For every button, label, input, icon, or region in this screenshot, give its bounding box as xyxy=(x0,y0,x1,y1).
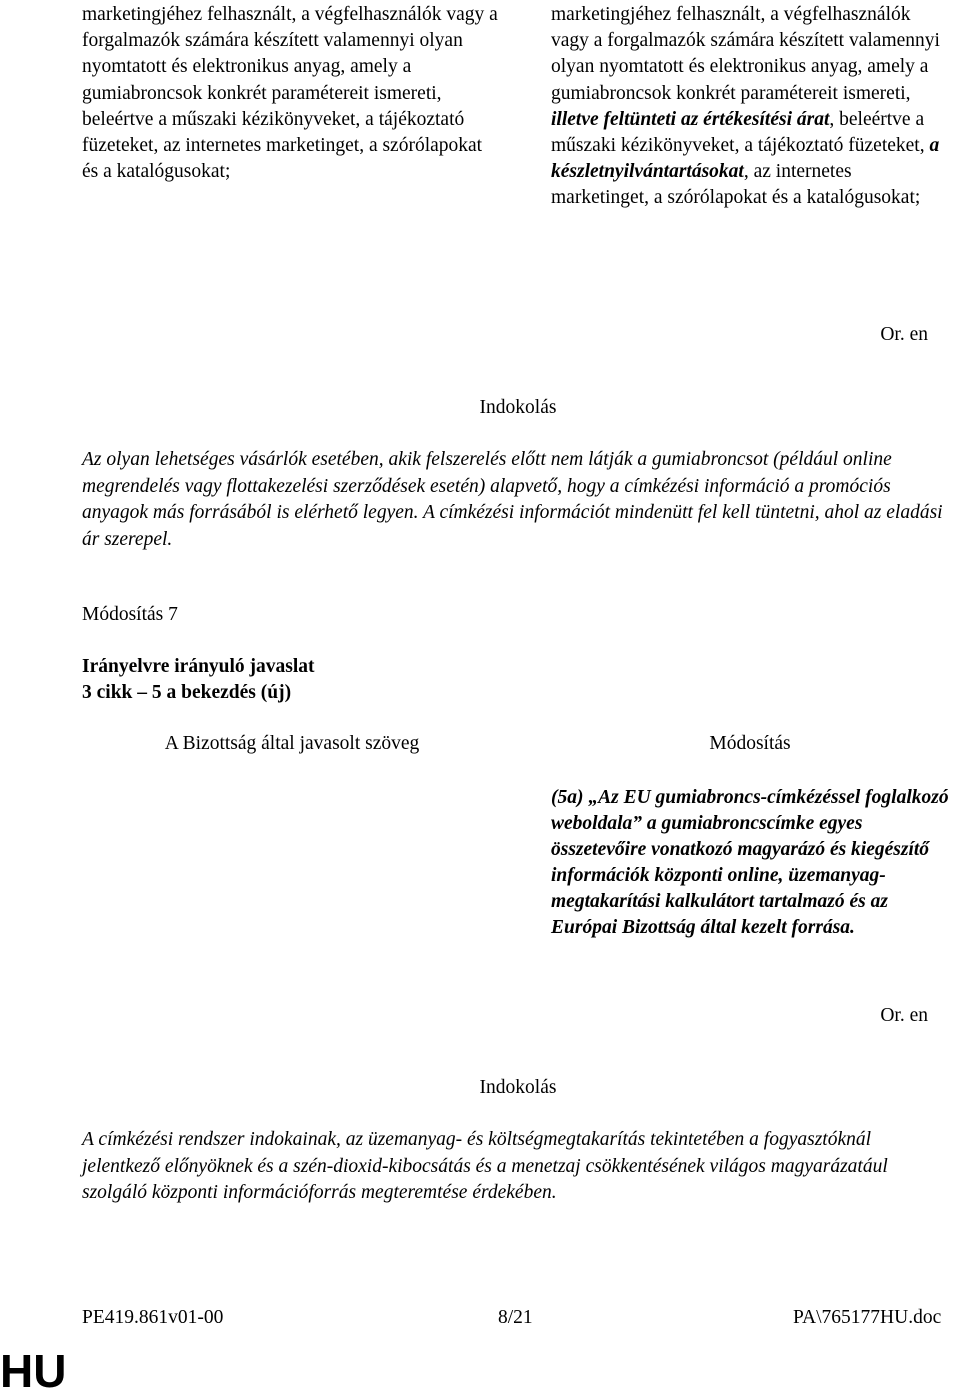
amendment-inserted-text: illetve feltünteti az értékesítési árat xyxy=(551,108,830,130)
amendment-text-part: , beleértve a műszaki kézikönyveket, a tájékoztató füzeteket, xyxy=(551,108,930,157)
footer-file-name: PA\765177HU.doc xyxy=(793,1307,942,1328)
article-reference: 3 cikk – 5 a bekezdés (új) xyxy=(82,682,292,703)
proposal-label: Irányelvre irányuló javaslat xyxy=(82,656,315,677)
original-language-marker: Or. en xyxy=(880,1005,928,1026)
column-header-commission: A Bizottság által javasolt szöveg xyxy=(164,733,420,754)
amendment-text-column xyxy=(551,2,949,212)
footer-page-number: 8/21 xyxy=(498,1307,533,1328)
amendment-title: Módosítás 7 xyxy=(82,604,178,625)
amendment-text-part: marketingjéhez felhasznált, a végfelhasználók vagy a forgalmazók számára készített valamennyi olyan nyomtatott és elektronikus anyag, amely a gumiabroncsok konkrét paramétereit ismereti, xyxy=(551,4,940,104)
justification-text: A címkézési rendszer indokainak, az üzemanyag- és költségmegtakarítás tekintetében a fogyasztóknál jelentkező előnyöknek és a szén-dioxid-kibocsátás és a menetzaj csökkentésének világos magyarázatául szolgáló központi információforrás megteremtése érdekében. xyxy=(82,1129,888,1204)
new-paragraph-text: (5a) „Az EU gumiabroncs-címkézéssel foglalkozó weboldala” a gumiabroncscímke egyes összetevőire vonatkozó magyarázó és kiegészítő információk központi online, üzemanyag-megtakarítási kalkulátort tartalmazó és az Európai Bizottság által kezelt forrása. xyxy=(551,787,949,939)
justification-text: Az olyan lehetséges vásárlók esetében, akik felszerelés előtt nem látják a gumiabroncsot (például online megrendelés vagy flottakezelési szerződések esetén) alapvető, hogy a címkézési információ a promóciós anyagok más forrásából is elérhető legyen. A címkézési információt mindenütt fel kell tüntetni, ahol az eladási ár szerepel. xyxy=(82,449,943,550)
amendment-inserted-text: a készletnyilvántartásokat xyxy=(551,135,940,183)
footer-document-id: PE419.861v01-00 xyxy=(82,1307,224,1328)
original-language-marker: Or. en xyxy=(880,324,928,345)
justification-heading: Indokolás xyxy=(479,397,557,418)
column-header-amendment: Módosítás xyxy=(709,733,791,754)
commission-text-column: marketingjéhez felhasznált, a végfelhasználók vagy a forgalmazók számára készített valamennyi olyan nyomtatott és elektronikus anyag, amely a gumiabroncsok konkrét paramétereit ismereti, beleértve a műszaki kézikönyveket, a tájékoztató füzeteket, az internetes marketinget, a szórólapokat és a katalógusokat; xyxy=(82,4,498,183)
language-code: HU xyxy=(0,1345,67,1397)
amendment-text-part: , az internetes marketinget, a szórólapokat és a katalógusokat; xyxy=(551,161,921,209)
justification-heading: Indokolás xyxy=(479,1077,557,1098)
